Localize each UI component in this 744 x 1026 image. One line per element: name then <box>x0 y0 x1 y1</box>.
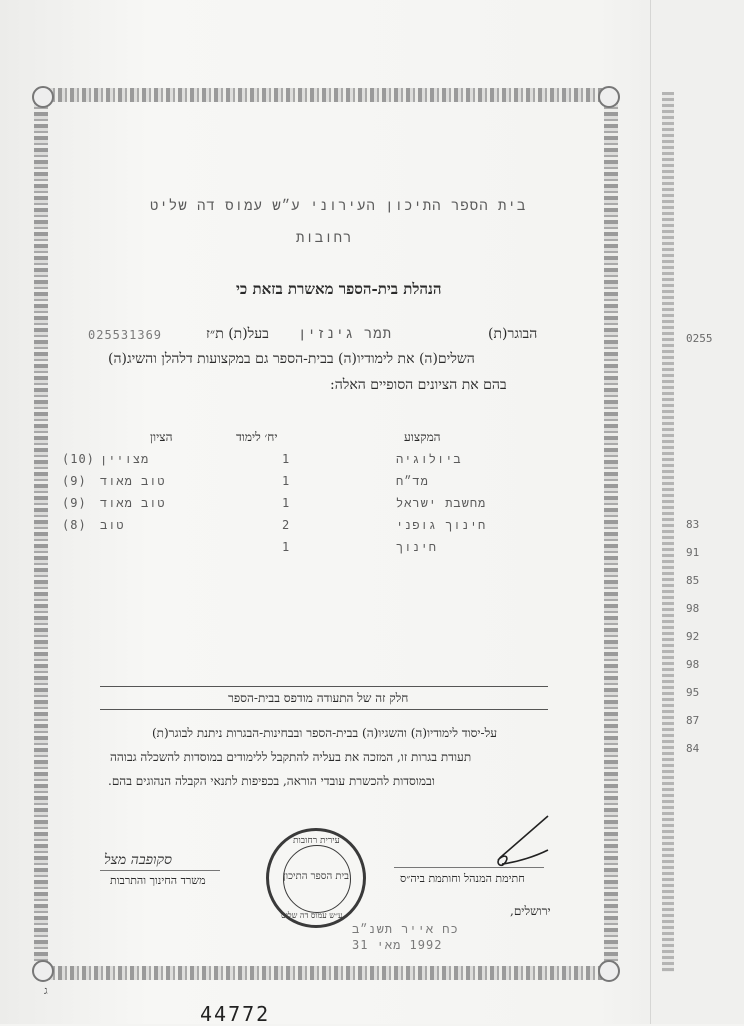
grade-row-grade: טוב מאוד <box>100 496 166 510</box>
grades-intro: בהם את הציונים הסופיים האלה: <box>330 377 507 393</box>
date-hebrew: כח אייר תשנ״ב <box>352 922 459 936</box>
grade-row-grade: טוב <box>100 518 125 532</box>
id-label: בעל(ת) ת״ז <box>206 326 269 342</box>
grade-row-units: 2 <box>282 518 291 532</box>
stamp-center-text: בית הספר התיכון <box>283 871 349 882</box>
divider-top <box>100 686 548 687</box>
legal-line-2: תעודת בגרות זו, המזכה את בעליה להתקבל ללימודים במוסדות להשכלה גבוהה <box>110 750 472 764</box>
adjacent-page-border <box>662 92 674 972</box>
grade-row-score: (9) <box>62 474 87 488</box>
grade-row-grade: מצויין <box>100 452 150 466</box>
decorative-border-top <box>34 88 618 102</box>
id-number: 025531369 <box>88 328 163 342</box>
principal-signature-line <box>394 867 544 868</box>
grade-row-subject: חינוך <box>396 540 438 554</box>
grade-row-units: 1 <box>282 474 291 488</box>
ministry-signature: סקופבה מצל <box>104 852 172 868</box>
grade-row-score: (8) <box>62 518 87 532</box>
grade-row-subject: מד״ח <box>396 474 429 488</box>
adjacent-page-score: 92 <box>686 630 700 643</box>
grade-row-score: (9) <box>62 496 87 510</box>
adjacent-page-score: 91 <box>686 546 700 559</box>
border-corner-ornament <box>598 86 620 108</box>
principal-label: חתימת המנהל וחותמת ביה״ס <box>400 872 525 885</box>
school-stamp <box>266 828 366 928</box>
adjacent-page-score: 95 <box>686 686 700 699</box>
grade-row-grade: טוב מאוד <box>100 474 166 488</box>
graduate-name: תמר גינזין <box>298 326 393 342</box>
serial-number: 44772 <box>200 1002 271 1026</box>
grade-row-subject: חינוך גופני <box>396 518 487 532</box>
adjacent-page-score: 98 <box>686 658 700 671</box>
stamp-bottom-text: ע״ש עמוס דה שליט <box>281 911 343 920</box>
legal-line-1: על-יסוד לימודיו(ה) והשגיו(ה) בבית-הספר ובבחינות-הבגרות ניתנת לבוגר(ת) <box>152 726 498 740</box>
certifies-heading: הנהלת בית-הספר מאשרת בזאת כי <box>236 280 442 298</box>
school-city: רחובות <box>296 230 353 246</box>
decorative-border-right <box>604 88 618 980</box>
grade-row-units: 1 <box>282 540 291 554</box>
completion-line: השלים(ה) את לימודיו(ה) בבית-הספר גם במקצועות דלהלן והשיג(ה) <box>108 351 475 367</box>
adjacent-page-score: 87 <box>686 714 700 727</box>
decorative-border-left <box>34 88 48 980</box>
border-corner-ornament <box>598 960 620 982</box>
divider-bottom <box>100 709 548 710</box>
stamp-ring-text: עירית רחובות <box>293 836 340 846</box>
table-header-subject: המקצוע <box>404 430 441 444</box>
school-name: בית הספר התיכון העירוני ע״ש עמוס דה שליט <box>150 198 527 214</box>
adjacent-page-score: 83 <box>686 518 700 531</box>
adjacent-page-id: 0255 <box>686 332 713 345</box>
grade-row-score: (10) <box>62 452 95 466</box>
grade-row-units: 1 <box>282 452 291 466</box>
principal-signature <box>398 812 558 872</box>
grade-row-units: 1 <box>282 496 291 510</box>
table-header-grade: הציון <box>150 430 173 444</box>
graduate-label: הבוגר(ת) <box>488 326 538 342</box>
grade-row-subject: מחשבת ישראל <box>396 496 487 510</box>
adjacent-page-score: 84 <box>686 742 700 755</box>
border-corner-ornament <box>32 86 54 108</box>
ministry-label: משרד החינוך והתרבות <box>110 874 206 887</box>
ministry-signature-line <box>100 870 220 871</box>
table-header-units: יח׳ לימוד <box>236 430 278 444</box>
border-corner-ornament <box>32 960 54 982</box>
grade-row-subject: ביולוגיה <box>396 452 462 466</box>
decorative-border-bottom <box>34 966 618 980</box>
divider-caption: חלק זה של התעודה מודפס בבית-הספר <box>228 691 409 705</box>
place: ירושלים, <box>510 904 551 918</box>
adjacent-page-score: 85 <box>686 574 700 587</box>
date-gregorian: 1992 מאי 31 <box>352 938 443 952</box>
adjacent-page-score: 98 <box>686 602 700 615</box>
page-letter: ג <box>44 984 48 997</box>
legal-line-3: ובמוסדות להכשרת עובדי הוראה, בכפיפות לתנאי הקבלה הנהוגים בהם. <box>108 774 435 788</box>
